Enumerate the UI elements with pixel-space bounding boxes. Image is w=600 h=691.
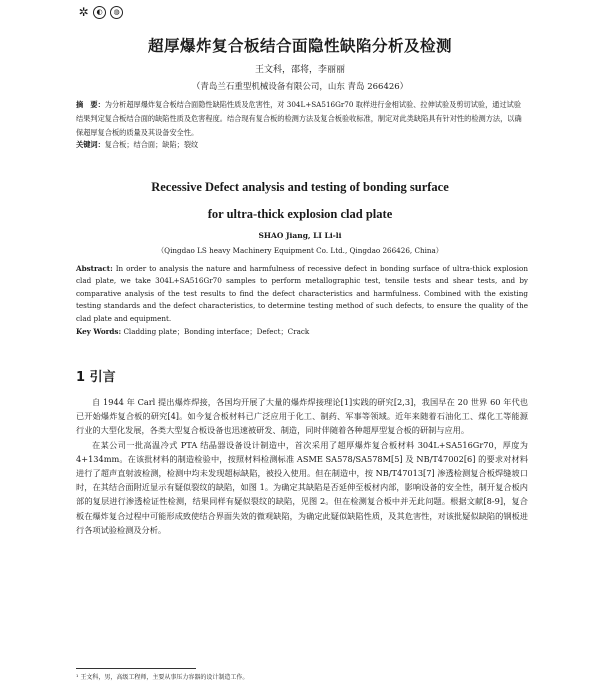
en-title-line1: Recessive Defect analysis and testing of bonding surface [151, 180, 449, 194]
journal-logos [78, 6, 123, 19]
body-paragraph: 在某公司一批高温冷式 PTA 结晶器设备设计制造中，首次采用了超厚爆炸复合板材料 304L+SA516Gr70，厚度为 4+134mm。在该批材料的制造检验中，按照材料检测标准 ASME SA578/SA578M[5] 及 NB/T47002[6] 的要求对材料进行了超声直射波检测，检测中均未发现超标缺陷，被投入使用。但在制造中，按 NB/T47013[7] 渗透检测复合板焊缝坡口时，在其结合面附近显示有疑似裂纹的缺陷，如图 1。为确定其缺陷是否延伸至板材内部，影响设备的安全性，制开复合板内部的复层进行渗透检证性检测，结果同样有疑似裂纹的缺陷，见图 2。但在检测复合板中并无此问题。根据文献[8-9]，复合板在爆炸复合过程中可能形成致使结合界面失效的微观缺陷，为确定此疑似缺陷性质，及其危害性，对该批疑似缺陷的钢板进行各项试验检测及分析。 [76, 439, 528, 535]
en-abstract [76, 263, 528, 325]
en-title-line2: for ultra-thick explosion clad plate [207, 207, 393, 221]
en-affiliation: （Qingdao LS heavy Machinery Equipment Co. Ltd., Qingdao 266426, China） [156, 246, 443, 255]
star-logo-icon: ✲ [78, 5, 89, 19]
en-abstract-label: Abstract: [76, 264, 113, 273]
en-keywords [76, 327, 528, 337]
cn-abstract-label: 摘 要： [76, 100, 105, 109]
cn-keywords-text: 复合板；结合面；缺陷；裂纹 [104, 140, 199, 149]
body-paragraph: 自 1944 年 Carl 提出爆炸焊接，各国均开展了大量的爆炸焊接理论[1]实践的研究[2,3]，我国早在 20 世界 60 年代也已开始爆炸复合板的研究[4]。如今复合板材料已广泛应用于化工、制药、军事等领域。近年来随着石油化工、煤化工等能源行业的大型化发展，各类大型复合板设备也迅速被研发、制造，同时伴随着各种超厚型复合板的研制与应用。 [76, 397, 528, 436]
cn-abstract [76, 98, 526, 140]
en-abstract-text: In order to analysis the nature and harmfulness of recessive defect in bonding surface of ultra-thick explosion clad plate, we take 304L+SA516Gr70 samples to perform metallographic test, tensile tests and shear tests, and by comparative analysis of the test results to find the defect characteristics and harmfulness. Combined with the existing testing standards and the defect characteristics, to determine testing method of such defects, to ensure the quality of the clad plate and equipment. [76, 264, 528, 323]
cn-keywords-label: 关键词： [76, 140, 105, 149]
seal-logo-icon: ◍ [110, 6, 123, 19]
cn-affiliation: （青岛兰石重型机械设备有限公司，山东 青岛 266426） [191, 82, 409, 92]
en-authors: SHAO Jiang, LI Li-li [258, 231, 342, 240]
cn-title: 超厚爆炸复合板结合面隐性缺陷分析及检测 [147, 37, 452, 55]
body-text [76, 395, 528, 537]
en-keywords-text: Cladding plate；Bonding interface；Defect；Crack [123, 327, 310, 336]
en-keywords-label: Key Words: [76, 327, 122, 336]
cn-abstract-text: 为分析超厚爆炸复合板结合面隐性缺陷性质及危害性，对 304L+SA516Gr70 取样进行金相试验、拉伸试验及剪切试验，通过试验结果判定复合板结合面的缺陷性质及危害程度。结合现有复合板的检测方法及复合板验收标准，制定对此类缺陷具有针对性的检测方法，以确保超厚复合板的质量及其设备安全性。 [76, 100, 522, 137]
cn-keywords [76, 140, 526, 150]
circle-logo-icon: ◐ [93, 6, 106, 19]
cn-authors: 王文科，邵将，李丽丽 [254, 65, 345, 75]
footnote-divider [76, 668, 196, 669]
section-heading-intro: 1 引言 [76, 370, 116, 385]
footnote: ¹ 王文科，男，高级工程师，主要从事压力容器的设计制造工作。 [76, 674, 249, 681]
